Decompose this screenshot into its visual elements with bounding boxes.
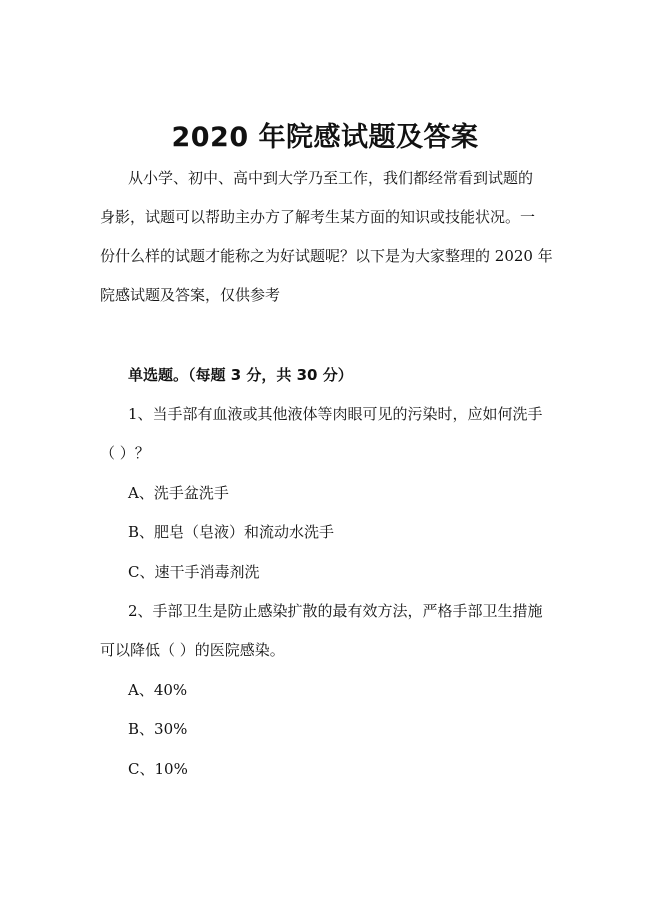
question-2-option-a: A、40% [128,681,188,699]
intro-line-2: 身影，试题可以帮助主办方了解考生某方面的知识或技能状况。一 [100,208,536,226]
intro-line-1: 从小学、初中、高中到大学乃至工作，我们都经常看到试题的 [128,169,534,187]
question-1-option-a: A、洗手盆洗手 [128,484,229,502]
question-2-line-1: 2、手部卫生是防止感染扩散的最有效方法，严格手部卫生措施 [128,602,543,620]
question-2-option-b: B、30% [128,720,188,738]
question-1-option-c: C、速干手消毒剂洗 [128,563,260,581]
intro-line-4: 院感试题及答案，仅供参考 [100,286,281,304]
question-2-option-c: C、10% [128,760,188,778]
question-1-line-2: （ ）？ [100,444,150,462]
section-heading: 单选题。（每题 3 分，共 30 分） [128,366,353,384]
question-1-line-1: 1、当手部有血液或其他液体等肉眼可见的污染时，应如何洗手 [128,405,543,423]
question-1-option-b: B、肥皂（皂液）和流动水洗手 [128,523,335,541]
document-title: 2020 年院感试题及答案 [171,122,479,153]
question-2-line-2: 可以降低（ ）的医院感染。 [100,641,285,659]
intro-line-3: 份什么样的试题才能称之为好试题呢？以下是为大家整理的 2020 年 [100,247,553,265]
